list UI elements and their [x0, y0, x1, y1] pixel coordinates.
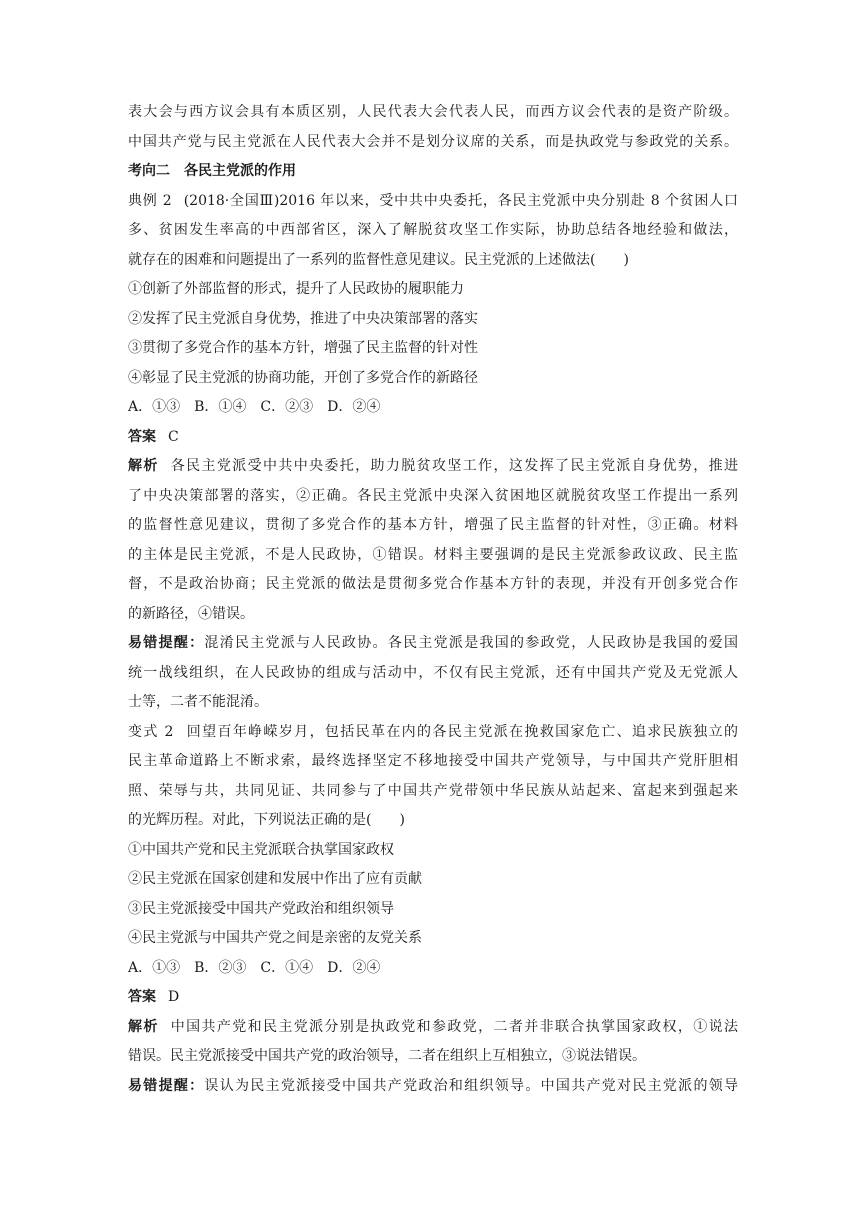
example-analysis-3: 的监督性意见建议，贯彻了多党合作的基本方针，增强了民主监督的针对性，③正确。材料	[128, 517, 738, 533]
option-b: B．②③	[194, 959, 247, 976]
tip-label: 易错提醒：	[128, 635, 205, 651]
option-c: C．②③	[260, 399, 314, 415]
intro-line-1: 表大会与西方议会具有本质区别，人民代表大会代表人民，而西方议会代表的是资产阶级。	[128, 104, 738, 120]
variant-answer	[128, 983, 738, 1013]
example-line-1	[128, 187, 738, 217]
answer-label: 答案	[128, 989, 156, 1005]
example-statement-1: ①创新了外部监督的形式，提升了人民政协的履职能力	[128, 281, 464, 297]
option-a: A．①③	[128, 959, 181, 976]
option-d: D．②④	[327, 399, 381, 415]
variant-line-3: 照、荣辱与共，共同见证、共同参与了中国共产党带领中华民族从站起来、富起来到强起来	[128, 782, 738, 799]
variant-analysis-2: 错误。民主党派接受中国共产党的政治领导，二者在组织上互相独立，③说法错误。	[128, 1048, 646, 1064]
analysis-label: 解析	[128, 458, 159, 474]
tip-text: 误认为民主党派接受中国共产党政治和组织领导。中国共产党对民主党派的领导	[204, 1077, 739, 1094]
answer-value: C	[168, 428, 179, 445]
tip-text: 混淆民主党派与人民政协。各民主党派是我国的参政党，人民政协是我国的爱国	[204, 635, 739, 651]
example-analysis-2: 了中央决策部署的落实，②正确。各民主党派中央深入贫困地区就脱贫攻坚工作提出一系列	[128, 487, 738, 504]
example-label: 典例 2	[128, 192, 172, 209]
variant-text: 回望百年峥嵘岁月，包括民革在内的各民主党派在挽救国家危亡、追求民族独立的	[185, 723, 739, 740]
variant-statement-4: ④民主党派与中国共产党之间是亲密的友党关系	[128, 930, 422, 946]
example-analysis-4: 的主体是民主党派，不是人民政协，①错误。材料主要强调的是民主党派参政议政、民主监	[128, 546, 738, 563]
option-a: A．①③	[128, 399, 181, 415]
variant-analysis-1	[128, 1013, 738, 1043]
example-tip-2: 统一战线组织，在人民政协的组成与活动中，不仅有民主党派，还有中国共产党及无党派人	[128, 664, 738, 681]
answer-label: 答案	[128, 428, 156, 445]
variant-tip-1	[128, 1072, 738, 1102]
section-title: 考向二 各民主党派的作用	[128, 163, 296, 179]
analysis-text: 各民主党派受中共中央委托，助力脱贫攻坚工作，这发挥了民主党派自身优势，推进	[170, 458, 739, 474]
variant-statement-3: ③民主党派接受中国共产党政治和组织领导	[128, 900, 394, 917]
example-answer	[128, 423, 738, 453]
document-page	[128, 98, 738, 1101]
example-analysis-1	[128, 452, 738, 482]
analysis-text: 中国共产党和民主党派分别是执政党和参政党，二者并非联合执掌国家政权，①说法	[170, 1018, 739, 1035]
example-statement-3: ③贯彻了多党合作的基本方针，增强了民主监督的针对性	[128, 340, 478, 356]
tip-label: 易错提醒：	[128, 1077, 205, 1094]
example-text: (2018·全国Ⅲ)2016 年以来，受中共中央委托，各民主党派中央分别赴 8 个贫困人口	[183, 192, 739, 209]
example-tip-1	[128, 629, 738, 659]
variant-statement-1: ①中国共产党和民主党派联合执掌国家政权	[128, 841, 394, 858]
analysis-label: 解析	[128, 1018, 159, 1035]
example-statement-2: ②发挥了民主党派自身优势，推进了中央决策部署的落实	[128, 310, 478, 327]
example-analysis-6: 的新路径，④错误。	[128, 605, 254, 622]
option-b: B．①④	[194, 399, 247, 415]
variant-options	[128, 954, 738, 984]
intro-line-2: 中国共产党与民主党派在人民代表大会并不是划分议席的关系，而是执政党与参政党的关系。	[128, 133, 738, 150]
variant-line-4: 的光辉历程。对此，下列说法正确的是( )	[128, 812, 405, 828]
example-tip-3: 士等，二者不能混淆。	[128, 694, 268, 710]
example-statement-4: ④彰显了民主党派的协商功能，开创了多党合作的新路径	[128, 369, 478, 386]
example-line-2: 多、贫困发生率高的中西部省区，深入了解脱贫攻坚工作实际，协助总结各地经验和做法，	[128, 222, 738, 238]
example-options	[128, 393, 738, 423]
example-line-3: 就存在的困难和问题提出了一系列的监督性意见建议。民主党派的上述做法( )	[128, 251, 629, 268]
option-c: C．①④	[260, 959, 314, 976]
variant-line-1	[128, 718, 738, 748]
variant-statement-2: ②民主党派在国家创建和发展中作出了应有贡献	[128, 871, 422, 887]
answer-value: D	[168, 989, 180, 1005]
variant-label: 变式 2	[128, 723, 174, 740]
option-d: D．②④	[327, 959, 381, 976]
example-analysis-5: 督，不是政治协商；民主党派的做法是贯彻多党合作基本方针的表现，并没有开创多党合作	[128, 576, 738, 592]
variant-line-2: 民主革命道路上不断求索，最终选择坚定不移地接受中国共产党领导，与中国共产党肝胆相	[128, 753, 738, 769]
